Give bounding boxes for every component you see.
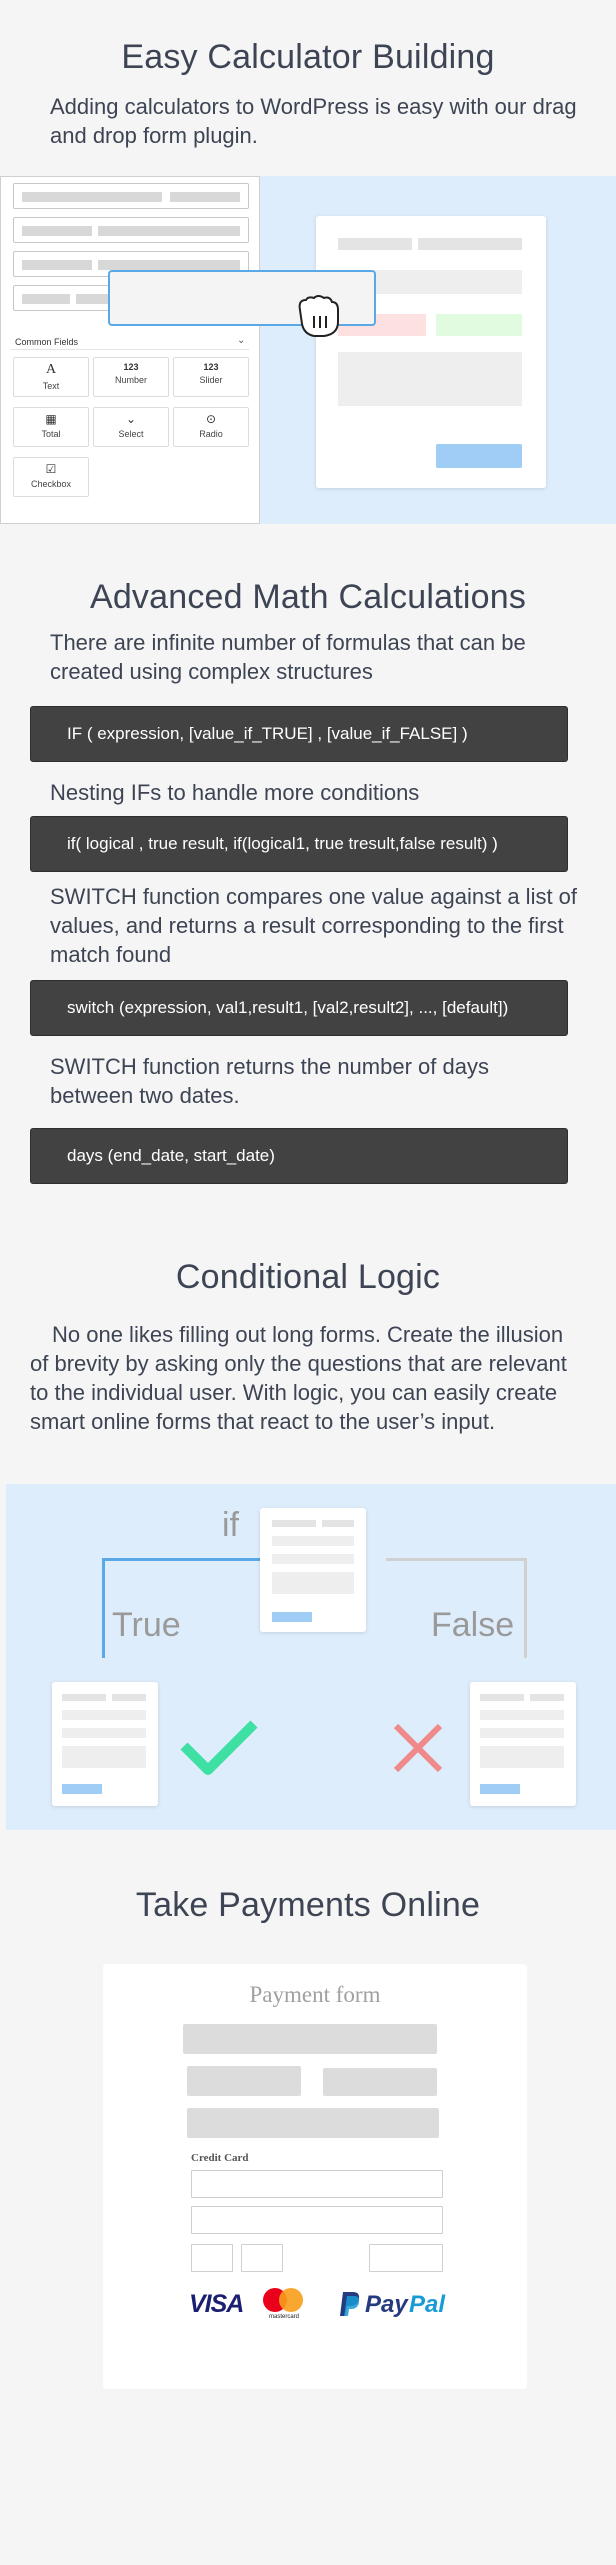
math-title: Advanced Math Calculations bbox=[89, 578, 527, 616]
field-select[interactable] bbox=[93, 407, 169, 447]
paypal-pay-text: Pay bbox=[365, 2291, 408, 2318]
expiry-year-input[interactable] bbox=[241, 2244, 283, 2272]
false-branch-line bbox=[386, 1558, 526, 1561]
checkmark-icon bbox=[176, 1716, 260, 1780]
true-result-card bbox=[52, 1682, 158, 1806]
field-label: Select bbox=[118, 429, 144, 439]
placed-row bbox=[13, 183, 249, 209]
placed-row bbox=[13, 217, 249, 243]
days-text: SWITCH function returns the number of days between two dates. bbox=[50, 1054, 489, 1108]
logic-title: Conditional Logic bbox=[175, 1258, 441, 1296]
logic-description: No one likes filling out long forms. Create the illusion of brevity by asking only the questions that are relevant to the individual user. With logic, you can easily create smart online forms that react to the user’s input. bbox=[30, 1322, 567, 1434]
field-palette-panel bbox=[0, 176, 260, 524]
builder-title: Easy Calculator Building bbox=[121, 38, 495, 76]
common-fields-label: Common Fields bbox=[15, 337, 79, 347]
code-text: days (end_date, start_date) bbox=[67, 1146, 275, 1165]
expiry-month-input[interactable] bbox=[191, 2244, 233, 2272]
code-text: IF ( expression, [value_if_TRUE] , [value_if_FALSE] ) bbox=[67, 724, 468, 743]
code-text: if( logical , true result, if(logical1, true tresult,false result) ) bbox=[67, 834, 498, 853]
field-number[interactable] bbox=[93, 357, 169, 397]
cvc-input[interactable] bbox=[369, 2244, 443, 2272]
logic-diagram bbox=[6, 1484, 616, 1830]
card-name-input[interactable] bbox=[191, 2206, 443, 2234]
slider-icon: 123 bbox=[203, 362, 219, 372]
visa-logo: VISA bbox=[189, 2290, 244, 2318]
radio-icon: ⊙ bbox=[205, 412, 217, 426]
switch-text: SWITCH function compares one value against a list of values, and returns a result corresponding to the first match found bbox=[50, 884, 578, 967]
code-block-nested bbox=[30, 816, 568, 872]
field-label: Radio bbox=[199, 429, 223, 439]
submit-button[interactable] bbox=[436, 444, 522, 468]
paypal-p-icon bbox=[339, 2290, 361, 2318]
calculator-icon: ▦ bbox=[45, 412, 57, 426]
field-total[interactable] bbox=[13, 407, 89, 447]
paypal-logo bbox=[339, 2288, 459, 2322]
false-result-card bbox=[470, 1682, 576, 1806]
builder-description: Adding calculators to WordPress is easy with our drag and drop form plugin. bbox=[50, 94, 577, 148]
form-preview-card bbox=[316, 216, 546, 488]
select-icon: ⌄ bbox=[125, 412, 137, 426]
field-text[interactable] bbox=[13, 357, 89, 397]
code-block-switch bbox=[30, 980, 568, 1036]
false-label: False bbox=[431, 1606, 515, 1644]
paypal-pal-text: Pal bbox=[409, 2291, 446, 2318]
field-label: Total bbox=[41, 429, 61, 439]
condition-card bbox=[260, 1508, 366, 1632]
card-number-input[interactable] bbox=[191, 2170, 443, 2198]
true-branch-line bbox=[102, 1558, 260, 1561]
field-label: Number bbox=[114, 375, 147, 385]
code-block-days bbox=[30, 1128, 568, 1184]
code-text: switch (expression, val1,result1, [val2,result2], ..., [default]) bbox=[67, 998, 509, 1017]
field-label: Checkbox bbox=[30, 479, 72, 489]
checkbox-icon: ☑ bbox=[45, 462, 57, 476]
field-checkbox[interactable] bbox=[13, 457, 89, 497]
mastercard-text: mastercard bbox=[268, 2314, 299, 2320]
true-label: True bbox=[112, 1606, 181, 1644]
cross-icon bbox=[390, 1720, 446, 1776]
math-intro: There are infinite number of formulas that can be created using complex structures bbox=[50, 630, 526, 684]
form-preview-area bbox=[260, 176, 616, 524]
nesting-text: Nesting IFs to handle more conditions bbox=[50, 780, 420, 805]
text-icon: A bbox=[45, 362, 57, 377]
payment-title: Take Payments Online bbox=[135, 1886, 481, 1924]
mastercard-logo bbox=[261, 2286, 309, 2326]
payment-form-title: Payment form bbox=[249, 1982, 381, 2007]
number-icon: 123 bbox=[123, 362, 139, 372]
field-label: Slider bbox=[199, 375, 223, 385]
credit-card-label: Credit Card bbox=[191, 2152, 249, 2164]
code-block-if bbox=[30, 706, 568, 762]
chevron-down-icon[interactable]: ⌄ bbox=[237, 335, 246, 346]
grab-hand-icon bbox=[292, 292, 344, 340]
field-radio[interactable] bbox=[173, 407, 249, 447]
field-slider[interactable] bbox=[173, 357, 249, 397]
if-label: if bbox=[222, 1506, 239, 1544]
payment-form-card bbox=[103, 1964, 527, 2389]
field-label: Text bbox=[42, 381, 60, 391]
